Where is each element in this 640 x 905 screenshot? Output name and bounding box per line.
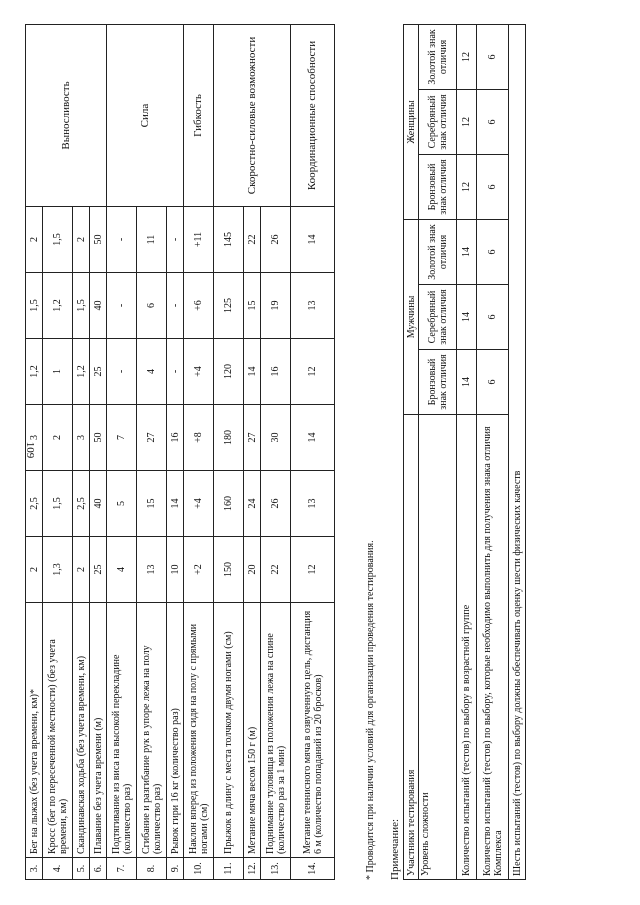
- row-number: 10.: [184, 858, 214, 880]
- level-cell: Золотой знак отличия: [419, 24, 457, 89]
- women-header: Женщины: [404, 24, 419, 219]
- value-cell: 14: [457, 285, 477, 350]
- footnote: * Проводится при наличии условий для организации проведения тестирования.: [365, 540, 376, 880]
- test-name: Прыжок в длину с места толчком двумя ногами (см): [214, 603, 244, 858]
- test-name: Бег на лыжах (без учета времени, км)*: [26, 603, 43, 858]
- value-cell: 6: [477, 219, 509, 284]
- value-cell: -: [167, 207, 184, 273]
- table-row: [477, 24, 509, 879]
- value-cell: 22: [244, 207, 261, 273]
- value-cell: -: [107, 339, 137, 405]
- rotated-page: [25, 25, 620, 880]
- value-cell: 2,5: [26, 471, 43, 537]
- row-number: 7.: [107, 858, 137, 880]
- value-cell: +8: [184, 405, 214, 471]
- value-cell: 40: [90, 273, 107, 339]
- quality-cell: Координационные способности: [291, 25, 335, 207]
- value-cell: 2: [43, 405, 73, 471]
- value-cell: 12: [457, 24, 477, 89]
- value-cell: 1,2: [43, 273, 73, 339]
- test-name: Метание теннисного мяча в озвученную цель, дистанция 6 м (количество попаданий из 20 бросков): [291, 603, 335, 858]
- value-cell: +2: [184, 537, 214, 603]
- value-cell: 13: [137, 537, 167, 603]
- row-number: 4.: [43, 858, 73, 880]
- value-cell: 50: [90, 405, 107, 471]
- value-cell: 14: [457, 350, 477, 415]
- value-cell: 2,5: [73, 471, 90, 537]
- value-cell: 1,5: [43, 207, 73, 273]
- value-cell: 14: [291, 405, 335, 471]
- value-cell: 1,2: [73, 339, 90, 405]
- value-cell: 1,2: [26, 339, 43, 405]
- value-cell: 1,5: [43, 471, 73, 537]
- value-cell: 7: [107, 405, 137, 471]
- table-row: [509, 24, 526, 879]
- value-cell: +4: [184, 471, 214, 537]
- value-cell: 2: [73, 537, 90, 603]
- value-cell: 20: [244, 537, 261, 603]
- table-row: [214, 25, 244, 880]
- value-cell: 24: [244, 471, 261, 537]
- test-name: Кросс (бег по пересеченной местности) (без учета времени, км): [43, 603, 73, 858]
- value-cell: 160: [214, 471, 244, 537]
- value-cell: 25: [90, 339, 107, 405]
- value-cell: 1,5: [26, 273, 43, 339]
- value-cell: -: [107, 273, 137, 339]
- value-cell: 25: [90, 537, 107, 603]
- value-cell: 26: [261, 207, 291, 273]
- value-cell: 16: [167, 405, 184, 471]
- value-cell: 14: [291, 207, 335, 273]
- value-cell: 1: [43, 339, 73, 405]
- value-cell: -: [107, 207, 137, 273]
- participants-label: Участники тестирования: [404, 415, 419, 880]
- value-cell: 6: [477, 154, 509, 219]
- row-number: 6.: [90, 858, 107, 880]
- test-name: Сгибание и разгибание рук в упоре лежа на полу (количество раз): [137, 603, 167, 858]
- value-cell: 180: [214, 405, 244, 471]
- value-cell: 13: [291, 471, 335, 537]
- row-number: 12.: [244, 858, 261, 880]
- value-cell: 27: [244, 405, 261, 471]
- value-cell: 40: [90, 471, 107, 537]
- level-cell: Бронзовый знак отличия: [419, 350, 457, 415]
- participants-row: [404, 24, 419, 879]
- value-cell: 150: [214, 537, 244, 603]
- quality-cell: Сила: [107, 25, 184, 207]
- value-cell: 12: [457, 154, 477, 219]
- table-row: [291, 25, 335, 880]
- value-cell: 27: [137, 405, 167, 471]
- value-cell: 22: [261, 537, 291, 603]
- level-cell: Серебряный знак отличия: [419, 89, 457, 154]
- page-number: 109: [24, 441, 36, 459]
- value-cell: 15: [244, 273, 261, 339]
- table-row: [107, 25, 137, 880]
- row-number: 9.: [167, 858, 184, 880]
- value-cell: 11: [137, 207, 167, 273]
- value-cell: 2: [73, 207, 90, 273]
- value-cell: 3: [73, 405, 90, 471]
- row-number: 5.: [73, 858, 90, 880]
- value-cell: 15: [137, 471, 167, 537]
- men-header: Мужчины: [404, 219, 419, 414]
- value-cell: 125: [214, 273, 244, 339]
- value-cell: +11: [184, 207, 214, 273]
- value-cell: 50: [90, 207, 107, 273]
- value-cell: 14: [167, 471, 184, 537]
- value-cell: 13: [291, 273, 335, 339]
- row-number: 8.: [137, 858, 167, 880]
- value-cell: +6: [184, 273, 214, 339]
- selection-table: [403, 24, 526, 880]
- level-cell: Бронзовый знак отличия: [419, 154, 457, 219]
- value-cell: 1,3: [43, 537, 73, 603]
- value-cell: 16: [261, 339, 291, 405]
- value-cell: 14: [244, 339, 261, 405]
- value-cell: 6: [477, 350, 509, 415]
- value-cell: 10: [167, 537, 184, 603]
- value-cell: 6: [137, 273, 167, 339]
- value-cell: 19: [261, 273, 291, 339]
- value-cell: -: [167, 273, 184, 339]
- test-name: Поднимание туловища из положения лежа на спине (количество раз за 1 мин): [261, 603, 291, 858]
- value-cell: 4: [107, 537, 137, 603]
- page-content: [25, 25, 620, 880]
- value-cell: -: [167, 339, 184, 405]
- value-cell: 12: [291, 537, 335, 603]
- value-cell: 6: [477, 285, 509, 350]
- row-label: Количество испытаний (тестов) по выбору, которые необходимо выполнить для получения знака отличия Комплекса: [477, 415, 509, 880]
- test-name: Рывок гири 16 кг (количество раз): [167, 603, 184, 858]
- test-name: Наклон вперед из положения сидя на полу с прямыми ногами (см): [184, 603, 214, 858]
- value-cell: 26: [261, 471, 291, 537]
- level-row: [419, 24, 457, 879]
- level-cell: Золотой знак отличия: [419, 219, 457, 284]
- quality-cell: Скоростно-силовые возможности: [214, 25, 291, 207]
- row-number: 14.: [291, 858, 335, 880]
- row-number: 11.: [214, 858, 244, 880]
- test-name: Плавание без учета времени (м): [90, 603, 107, 858]
- value-cell: 120: [214, 339, 244, 405]
- table-row: [184, 25, 214, 880]
- table-row: [457, 24, 477, 879]
- test-name: Метание мяча весом 150 г (м): [244, 603, 261, 858]
- value-cell: +4: [184, 339, 214, 405]
- quality-cell: Гибкость: [184, 25, 214, 207]
- value-cell: 145: [214, 207, 244, 273]
- table-row: [26, 25, 43, 880]
- level-label: Уровень сложности: [419, 415, 457, 880]
- standards-table: [25, 24, 335, 880]
- value-cell: 1,5: [73, 273, 90, 339]
- value-cell: 30: [261, 405, 291, 471]
- row-label: Шесть испытаний (тестов) по выбору должны обеспечивать оценку шести физических качеств: [509, 24, 526, 879]
- row-number: 3.: [26, 858, 43, 880]
- value-cell: 6: [477, 89, 509, 154]
- row-label: Количество испытаний (тестов) по выбору в возрастной группе: [457, 415, 477, 880]
- quality-cell: Выносливость: [26, 25, 107, 207]
- value-cell: 2: [26, 207, 43, 273]
- value-cell: 4: [137, 339, 167, 405]
- value-cell: 3: [26, 405, 43, 471]
- value-cell: 2: [26, 537, 43, 603]
- row-number: 13.: [261, 858, 291, 880]
- level-cell: Серебряный знак отличия: [419, 285, 457, 350]
- value-cell: 14: [457, 219, 477, 284]
- value-cell: 12: [457, 89, 477, 154]
- test-name: Подтягивание из виса на высокой перекладине (количество раз): [107, 603, 137, 858]
- value-cell: 6: [477, 24, 509, 89]
- test-name: Скандинавская ходьба (без учета времени, км): [73, 603, 90, 858]
- value-cell: 12: [291, 339, 335, 405]
- value-cell: 5: [107, 471, 137, 537]
- note-title: Примечание:: [389, 818, 401, 880]
